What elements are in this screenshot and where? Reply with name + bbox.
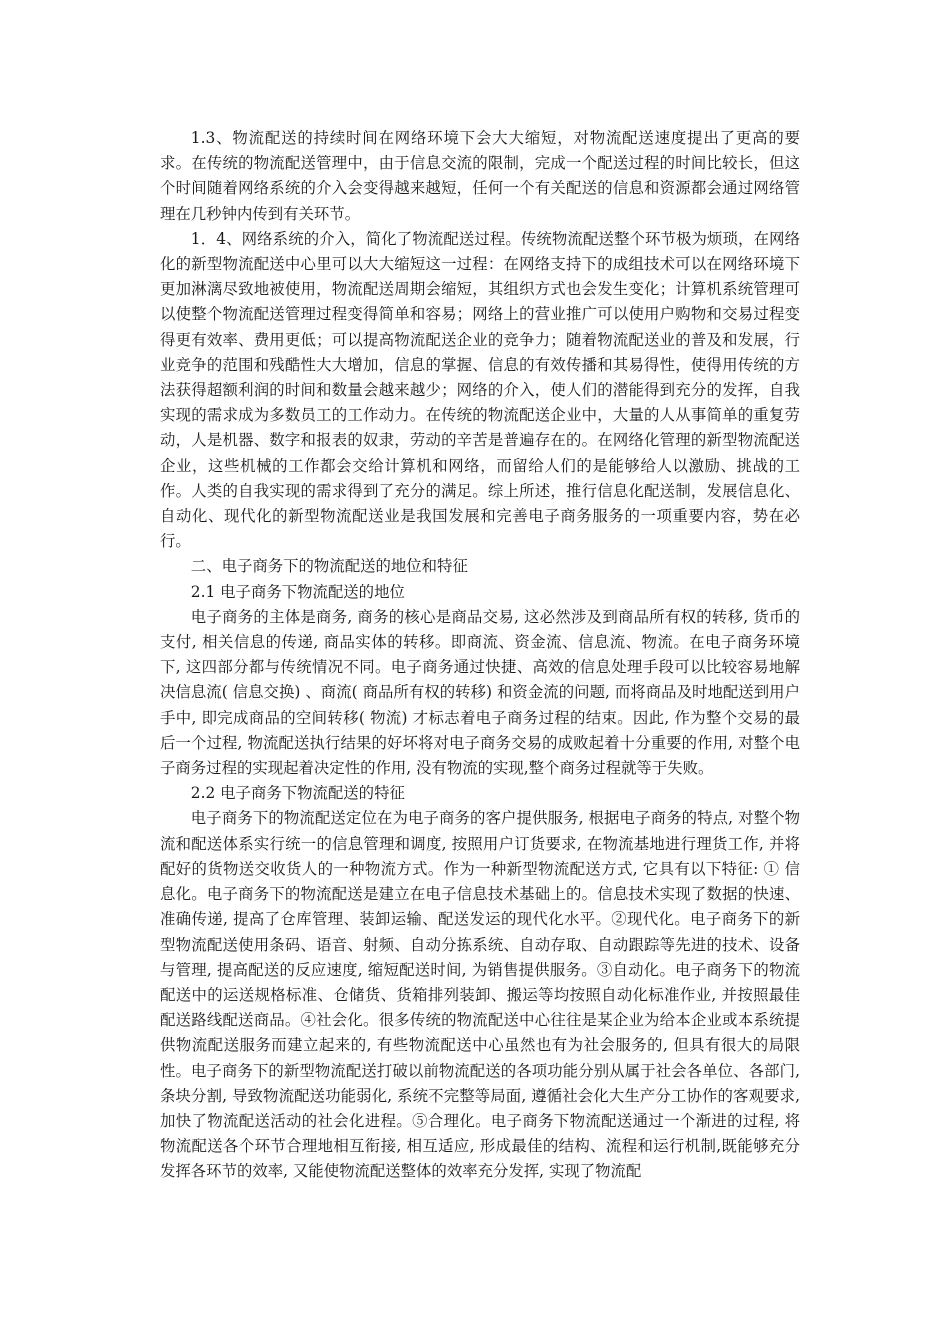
paragraph-2-1-status: 电子商务的主体是商务, 商务的核心是商品交易, 这必然涉及到商品所有权的转移, 货币的支付, 相关信息的传递, 商品实体的转移。即商流、资金流、信息流、物流。在电子商务环境下, 这四部分都与传统情况不同。电子商务通过快捷、高效的信息处理手段可以比较容易地解决信息流( 信息交换) 、商流( 商品所有权的转移) 和资金流的问题, 而将商品及时地配送到用户手中, 即完成商品的空间转移( 物流) 才标志着电子商务过程的结束。因此, 作为整个交易的最后一个过程, 物流配送执行结果的好坏将对电子商务交易的成败起着十分重要的作用, 对整个电子商务过程的实现起着决定性的作用, 没有物流的实现,整个商务过程就等于失败。 xyxy=(160,607,800,778)
paragraph-2-2-characteristics: 电子商务下的物流配送定位在为电子商务的客户提供服务, 根据电子商务的特点, 对整个物流和配送体系实行统一的信息管理和调度, 按照用户订货要求, 在物流基地进行理货工作, 并将配好的货物送交收货人的一种物流方式。作为一种新型物流配送方式, 它具有以下特征: ① 信息化。电子商务下的物流配送是建立在电子信息技术基础上的。信息技术实现了数据的快速、准确传递, 提高了仓库管理、装卸运输、配送发运的现代化水平。②现代化。电子商务下的新型物流配送使用条码、语音、射频、自动分拣系统、自动存取、自动跟踪等先进的技术、设备与管理, 提高配送的反应速度, 缩短配送时间, 为销售提供服务。③自动化。电子商务下的物流配送中的运送规格标准、仓储货、货箱排列装卸、搬运等均按照自动化标准作业, 并按照最佳配送路线配送商品。④社会化。很多传统的物流配送中心往往是某企业为给本企业或本系统提供物流配送服务而建立起来的, 有些物流配送中心虽然也有为社会服务的, 但具有很大的局限性。电子商务下的新型物流配送打破以前物流配送的各项功能分别从属于社会各单位、各部门, 条块分割, 导致物流配送功能弱化, 系统不完整等局面, 遵循社会化大生产分工协作的客观要求, 加快了物流配送活动的社会化进程。⑤合理化。电子商务下物流配送通过一个渐进的过程, 将物流配送各个环节合理地相互衔接, 相互适应, 形成最佳的结构、流程和运行机制,既能够充分发挥各环节的效率, 又能使物流配送整体的效率充分发挥, 实现了物流配 xyxy=(160,809,800,1181)
section-heading-2: 二、电子商务下的物流配送的地位和特征 xyxy=(190,557,468,576)
subsection-heading-2-1: 2.1 电子商务下物流配送的地位 xyxy=(190,582,405,601)
subsection-heading-2-2: 2.2 电子商务下物流配送的特征 xyxy=(190,784,405,803)
paragraph-1-3-delivery-time: 1.3、物流配送的持续时间在网络环境下会大大缩短，对物流配送速度提出了更高的要求。在传统的物流配送管理中，由于信息交流的限制，完成一个配送过程的时间比较长，但这个时间随着网络系统的介入会变得越来越短，任何一个有关配送的信息和资源都会通过网络管理在几秒钟内传到有关环节。 xyxy=(160,129,800,223)
paragraph-1-4-network-intervention: 1．4、网络系统的介入，简化了物流配送过程。传统物流配送整个环节极为烦琐，在网络化的新型物流配送中心里可以大大缩短这一过程：在网络支持下的成组技术可以在网络环境下更加淋漓尽致地被使用，物流配送周期会缩短，其组织方式也会发生变化；计算机系统管理可以使整个物流配送管理过程变得简单和容易；网络上的营业推广可以使用户购物和交易过程变得更有效率、费用更低；可以提高物流配送企业的竞争力；随着物流配送业的普及和发展，行业竞争的范围和残酷性大大增加，信息的掌握、信息的有效传播和其易得性，使得用传统的方法获得超额利润的时间和数量会越来越少；网络的介入，使人们的潜能得到充分的发挥，自我实现的需求成为多数员工的工作动力。在传统的物流配送企业中，大量的人从事简单的重复劳动，人是机器、数字和报表的奴隶，劳动的辛苦是普遍存在的。在网络化管理的新型物流配送企业，这些机械的工作都会交给计算机和网络，而留给人们的是能够给人以激励、挑战的工作。人类的自我实现的需求得到了充分的满足。综上所述，推行信息化配送制，发展信息化、自动化、现代化的新型物流配送业是我国发展和完善电子商务服务的一项重要内容，势在必行。 xyxy=(160,229,800,551)
document-body xyxy=(160,126,800,1185)
